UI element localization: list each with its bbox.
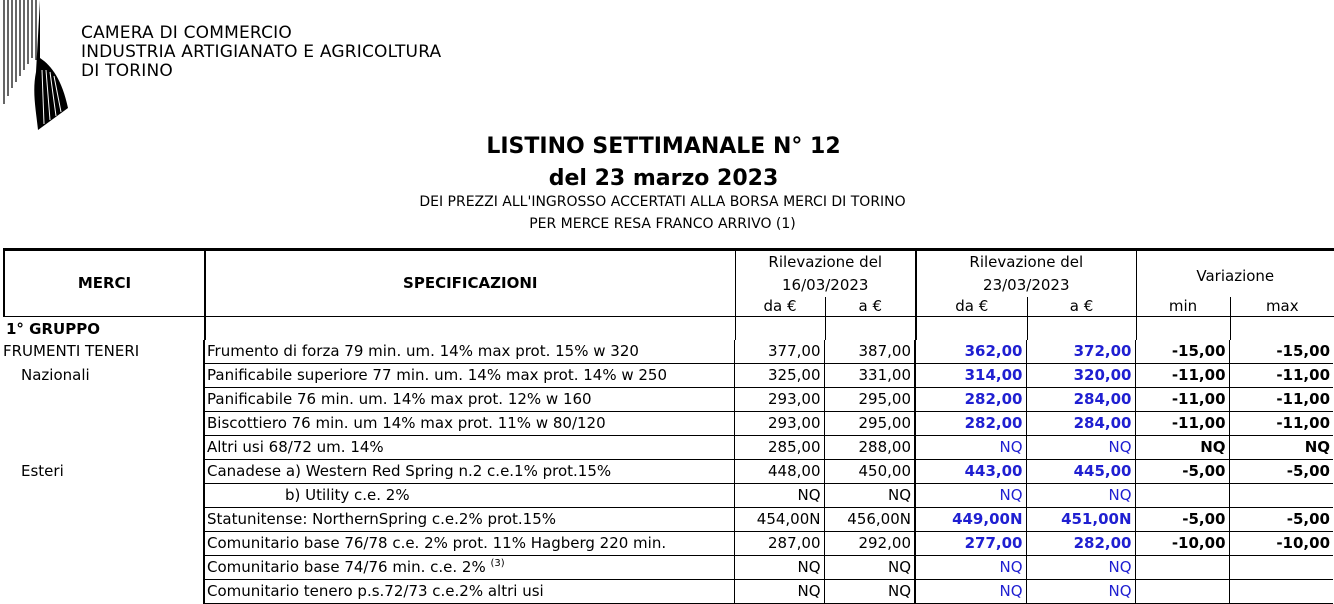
price-to-prev: 450,00 [824, 460, 915, 484]
specification-text: Altri usi 68/72 um. 14% [207, 438, 384, 456]
merci-cell [3, 556, 204, 580]
org-line-3: DI TORINO [81, 61, 173, 81]
price-from-prev: 293,00 [734, 388, 824, 412]
price-from-current: 443,00 [915, 460, 1026, 484]
price-from-current: 282,00 [915, 412, 1026, 436]
price-table [3, 248, 1334, 340]
price-to-prev: 292,00 [824, 532, 915, 556]
column-header-variazione: Variazione [1136, 250, 1334, 298]
price-to-prev: 387,00 [824, 340, 915, 364]
price-to-prev: 288,00 [824, 436, 915, 460]
specification-cell [204, 364, 734, 388]
specification-cell [204, 484, 734, 508]
specification-text: Canadese a) Western Red Spring n.2 c.e.1% prot.15% [207, 462, 612, 480]
price-to-current: 445,00 [1026, 460, 1135, 484]
price-from-prev: 293,00 [734, 412, 824, 436]
column-header-rilevazione-1: Rilevazione del [735, 250, 916, 275]
specification-text: Comunitario tenero p.s.72/73 c.e.2% altri usi [207, 582, 544, 600]
price-from-prev: 285,00 [734, 436, 824, 460]
variation-max: NQ [1229, 436, 1333, 460]
chamber-logo [0, 0, 72, 132]
variation-min [1135, 484, 1229, 508]
subheader-a-1: a € [825, 297, 916, 317]
price-to-prev: NQ [824, 556, 915, 580]
variation-max: -15,00 [1229, 340, 1333, 364]
merci-cell [3, 508, 204, 532]
price-to-current: 372,00 [1026, 340, 1135, 364]
variation-min: -11,00 [1135, 388, 1229, 412]
rilevazione-1-date: 16/03/2023 [735, 274, 916, 297]
column-header-rilevazione-2: Rilevazione del [916, 250, 1136, 275]
price-from-current: 282,00 [915, 388, 1026, 412]
price-from-prev: NQ [734, 556, 824, 580]
organization-name [81, 24, 441, 81]
price-to-current: NQ [1026, 556, 1135, 580]
variation-max: -5,00 [1229, 460, 1333, 484]
org-line-2: INDUSTRIA ARTIGIANATO E AGRICOLTURA [81, 42, 442, 62]
price-to-current: 282,00 [1026, 532, 1135, 556]
variation-min: -5,00 [1135, 508, 1229, 532]
specification-text: Panificabile 76 min. um. 14% max prot. 12% w 160 [207, 390, 592, 408]
subheader-max: max [1230, 297, 1334, 317]
price-from-current: NQ [915, 580, 1026, 604]
subheader-a-2: a € [1027, 297, 1136, 317]
variation-max [1229, 580, 1333, 604]
document-title: LISTINO SETTIMANALE N° 12 [486, 134, 841, 159]
price-to-current: 320,00 [1026, 364, 1135, 388]
table-row [3, 484, 1333, 508]
specification-text: Frumento di forza 79 min. um. 14% max prot. 15% w 320 [207, 342, 639, 360]
price-from-current: 277,00 [915, 532, 1026, 556]
variation-min [1135, 580, 1229, 604]
column-header-merci: MERCI [4, 250, 205, 317]
price-to-prev: 295,00 [824, 388, 915, 412]
document-subtitle-2: PER MERCE RESA FRANCO ARRIVO (1) [529, 216, 796, 232]
subheader-da-1: da € [735, 297, 825, 317]
price-to-prev: 295,00 [824, 412, 915, 436]
merci-cell [3, 436, 204, 460]
price-from-current: 314,00 [915, 364, 1026, 388]
specification-cell [204, 460, 734, 484]
footnote-marker: (3) [490, 558, 505, 569]
merci-cell [3, 388, 204, 412]
specification-cell [204, 388, 734, 412]
variation-min: -5,00 [1135, 460, 1229, 484]
merci-cell [3, 484, 204, 508]
specification-text: Biscottiero 76 min. um 14% max prot. 11% w 80/120 [207, 414, 606, 432]
price-to-prev: NQ [824, 580, 915, 604]
price-to-current: NQ [1026, 484, 1135, 508]
specification-cell [204, 412, 734, 436]
variation-min: -10,00 [1135, 532, 1229, 556]
price-to-prev: NQ [824, 484, 915, 508]
table-row [3, 580, 1333, 604]
price-from-prev: 448,00 [734, 460, 824, 484]
specification-text: Statunitense: NorthernSpring c.e.2% prot.15% [207, 510, 557, 528]
variation-max: -11,00 [1229, 412, 1333, 436]
price-from-prev: 325,00 [734, 364, 824, 388]
price-from-prev: NQ [734, 580, 824, 604]
price-from-prev: NQ [734, 484, 824, 508]
variation-min: -11,00 [1135, 412, 1229, 436]
variation-max: -10,00 [1229, 532, 1333, 556]
variation-min [1135, 556, 1229, 580]
specification-text: Comunitario base 76/78 c.e. 2% prot. 11% Hagberg 220 min. [207, 534, 667, 552]
merci-cell: Esteri [21, 462, 64, 480]
merci-cell [3, 580, 204, 604]
price-from-current: NQ [915, 556, 1026, 580]
table-row [3, 556, 1333, 580]
price-to-current: NQ [1026, 436, 1135, 460]
specification-cell [204, 508, 734, 532]
variation-min: -15,00 [1135, 340, 1229, 364]
document-date: del 23 marzo 2023 [548, 166, 779, 191]
variation-min: NQ [1135, 436, 1229, 460]
price-to-prev: 331,00 [824, 364, 915, 388]
specification-text: Comunitario base 74/76 min. c.e. 2% [207, 558, 486, 576]
merci-cell: Nazionali [21, 366, 90, 384]
specification-cell [204, 340, 734, 364]
price-from-prev: 454,00N [734, 508, 824, 532]
group-label: 1° GRUPPO [6, 319, 100, 338]
price-from-prev: 287,00 [734, 532, 824, 556]
table-row [3, 436, 1333, 460]
table-row [3, 532, 1333, 556]
specification-text: Panificabile superiore 77 min. um. 14% max prot. 14% w 250 [207, 366, 668, 384]
specification-cell [204, 436, 734, 460]
table-row [3, 412, 1333, 436]
price-from-current: 449,00N [915, 508, 1026, 532]
price-to-current: 284,00 [1026, 388, 1135, 412]
document-subtitle-1: DEI PREZZI ALL'INGROSSO ACCERTATI ALLA BORSA MERCI DI TORINO [419, 194, 906, 210]
price-to-current: 284,00 [1026, 412, 1135, 436]
variation-max: -5,00 [1229, 508, 1333, 532]
specification-cell [204, 556, 734, 580]
table-row [3, 340, 1333, 364]
merci-cell: FRUMENTI TENERI [3, 342, 140, 361]
price-to-current: NQ [1026, 580, 1135, 604]
table-row [3, 388, 1333, 412]
price-from-current: NQ [915, 436, 1026, 460]
price-from-prev: 377,00 [734, 340, 824, 364]
price-from-current: NQ [915, 484, 1026, 508]
merci-cell [3, 532, 204, 556]
price-from-current: 362,00 [915, 340, 1026, 364]
price-to-current: 451,00N [1026, 508, 1135, 532]
table-row [3, 460, 1333, 484]
table-row [3, 364, 1333, 388]
variation-max [1229, 484, 1333, 508]
column-header-specificazioni: SPECIFICAZIONI [205, 250, 735, 317]
specification-text: b) Utility c.e. 2% [285, 486, 410, 504]
specification-cell [204, 532, 734, 556]
variation-min: -11,00 [1135, 364, 1229, 388]
price-to-prev: 456,00N [824, 508, 915, 532]
price-rows [3, 340, 1333, 604]
merci-cell [3, 412, 204, 436]
subheader-min: min [1136, 297, 1230, 317]
rilevazione-2-date: 23/03/2023 [916, 274, 1136, 297]
specification-cell [204, 580, 734, 604]
subheader-da-2: da € [916, 297, 1027, 317]
variation-max: -11,00 [1229, 364, 1333, 388]
org-line-1: CAMERA DI COMMERCIO [81, 23, 292, 43]
variation-max: -11,00 [1229, 388, 1333, 412]
table-row [3, 508, 1333, 532]
variation-max [1229, 556, 1333, 580]
